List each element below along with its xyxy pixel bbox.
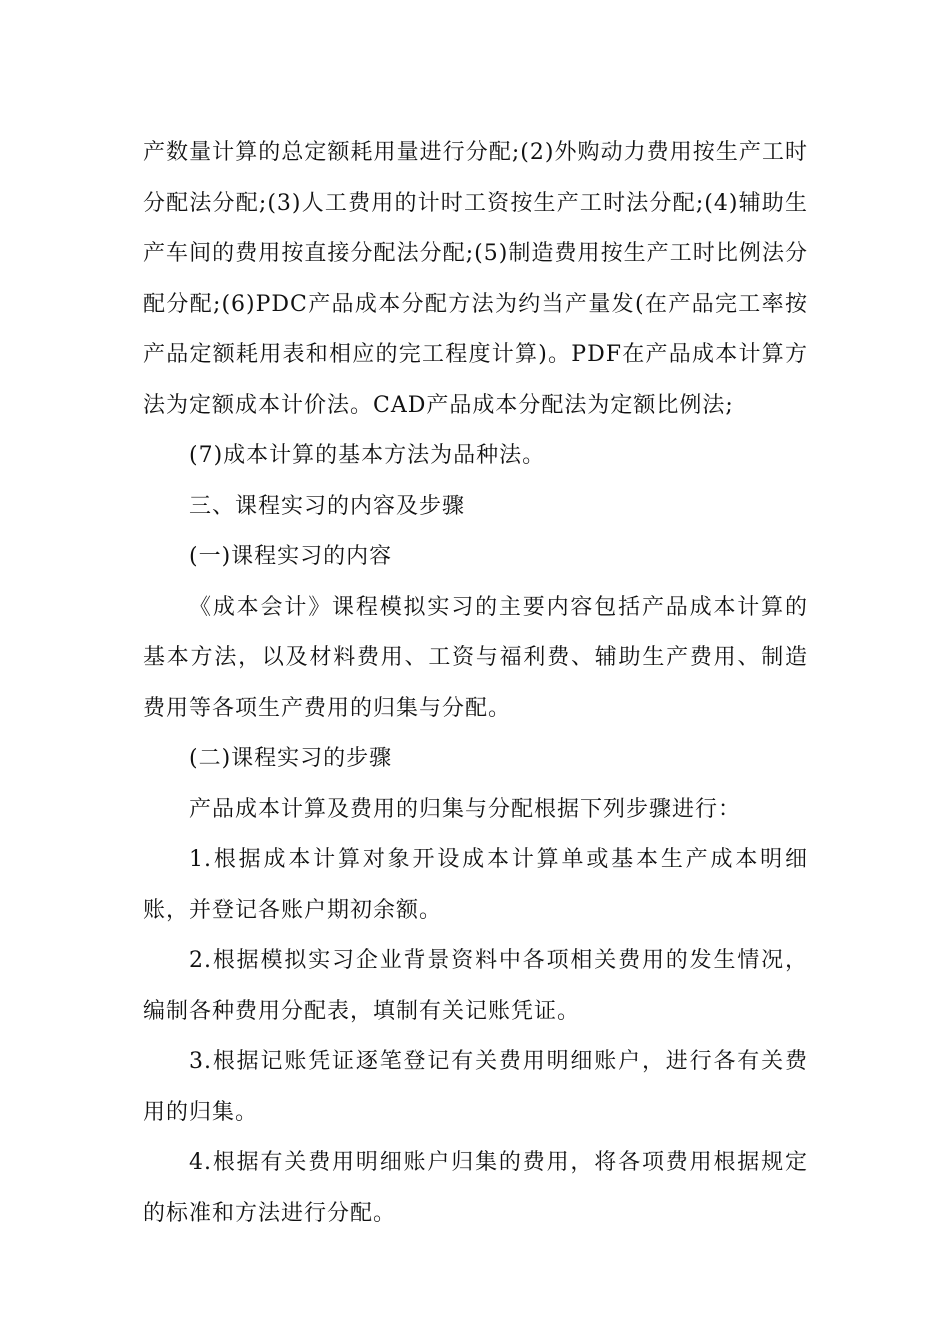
paragraph-content-description: 《成本会计》课程模拟实习的主要内容包括产品成本计算的基本方法，以及材料费用、工资与福利费、辅助生产费用、制造费用等各项生产费用的归集与分配。 (143, 594, 808, 721)
step-item-1: 1.根据成本计算对象开设成本计算单或基本生产成本明细账，并登记各账户期初余额。 (143, 847, 808, 923)
paragraph-basic-method: (7)成本计算的基本方法为品种法。 (189, 443, 546, 468)
paragraph-steps-intro: 产品成本计算及费用的归集与分配根据下列步骤进行： (189, 796, 742, 822)
subsection-heading-steps: (二)课程实习的步骤 (189, 746, 393, 771)
document-body (143, 128, 808, 1239)
step-item-3: 3.根据记账凭证逐笔登记有关费用明细账户，进行各有关费用的归集。 (143, 1049, 808, 1125)
subsection-heading-content: (一)课程实习的内容 (189, 544, 393, 569)
section-heading-content-and-steps: 三、课程实习的内容及步骤 (189, 493, 466, 519)
step-item-4: 4.根据有关费用明细账户归集的费用，将各项费用根据规定的标准和方法进行分配。 (143, 1150, 808, 1226)
paragraph-allocation-methods: 产数量计算的总定额耗用量进行分配;(2)外购动力费用按生产工时分配法分配;(3)人工费用的计时工资按生产工时法分配;(4)辅助生产车间的费用按直接分配法分配;(5)制造费用按生产工时比例法分配分配;(6)PDC产品成本分配方法为约当产量发(在产品完工率按产品定额耗用表和相应的完工程度计算)。PDF在产品成本计算方法为定额成本计价法。CAD产品成本分配法为定额比例法; (143, 140, 808, 418)
step-item-2: 2.根据模拟实习企业背景资料中各项相关费用的发生情况，编制各种费用分配表，填制有关记账凭证。 (143, 948, 808, 1024)
